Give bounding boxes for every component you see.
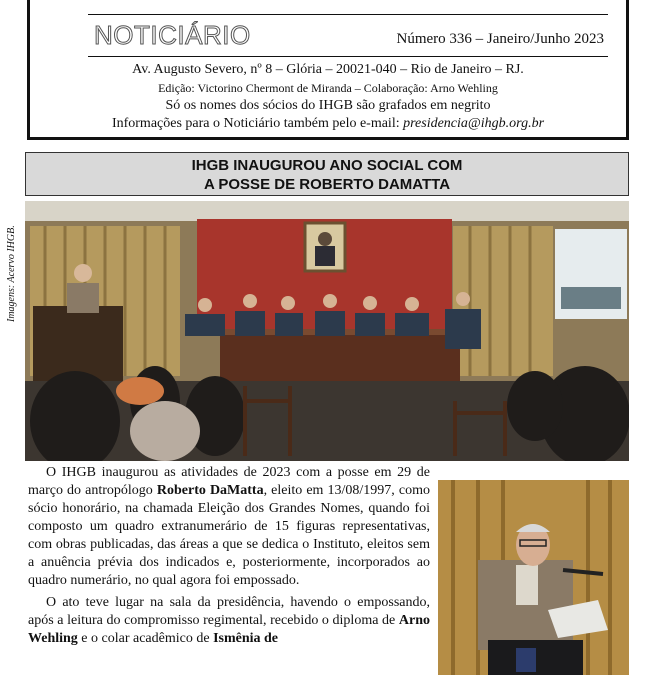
headline-line-2: A POSSE DE ROBERTO DAMATTA [203, 176, 451, 193]
masthead-rule [88, 56, 608, 57]
masthead-info [30, 61, 626, 133]
email-line [30, 115, 626, 133]
paragraph-1 [28, 464, 430, 590]
p2-text-b: e o colar acadêmico de [77, 631, 214, 646]
member-name-ismenia: Ismênia de [213, 631, 279, 646]
ceremony-photo [25, 201, 629, 461]
masthead-box [27, 0, 629, 140]
section-title: NOTICIÁRIO [94, 20, 251, 50]
member-name-damatta: Roberto DaMatta [156, 483, 264, 498]
address-line: Av. Augusto Severo, nº 8 – Glória – 20021-040 – Rio de Janeiro – RJ. [132, 62, 524, 77]
editors-line: Edição: Victorino Chermont de Miranda – Colaboração: Arno Wehling [158, 81, 498, 95]
speaker-photo [438, 480, 629, 675]
speaker-photo-drawing [438, 480, 629, 675]
paragraph-2 [28, 594, 430, 648]
email-link[interactable]: presidencia@ihgb.org.br [403, 116, 545, 131]
headline-line-1: IHGB INAUGUROU ANO SOCIAL COM [191, 157, 463, 174]
p1-text-b: , eleito em 13/08/1997, como sócio honorário, na chamada Eleição dos Grandes Nomes, quando foi composto um quadro extranumerário de 15 figuras representativas, com obras publicadas, das áreas a que se dedica o Instituto, eleitos sem a anuência prévia dos indicados e, posteriormente, incorporados ao quadro numerário, no qual agora foi empossado. [28, 483, 430, 588]
ceremony-photo-drawing [25, 201, 629, 461]
p1-text-a: O IHGB inaugurou as atividades de 2023 com a posse em 29 de março do antropólogo [28, 465, 430, 498]
email-prefix: Informações para o Noticiário também pelo e-mail: [111, 116, 404, 131]
article-body [28, 464, 430, 652]
members-note: Só os nomes dos sócios do IHGB são grafados em negrito [165, 98, 491, 113]
photo-credit: Imagens: Acervo IHGB. [6, 225, 17, 322]
p2-text-a: O ato teve lugar na sala da presidência, havendo o empossando, após a leitura do compromisso regimental, recebido o diploma de [28, 595, 430, 628]
member-name-wehling: Arno Wehling [28, 613, 430, 646]
article-headline [25, 152, 629, 196]
issue-number: Número 336 – Janeiro/Junho 2023 [396, 31, 604, 47]
masthead-top-rule [88, 14, 608, 15]
